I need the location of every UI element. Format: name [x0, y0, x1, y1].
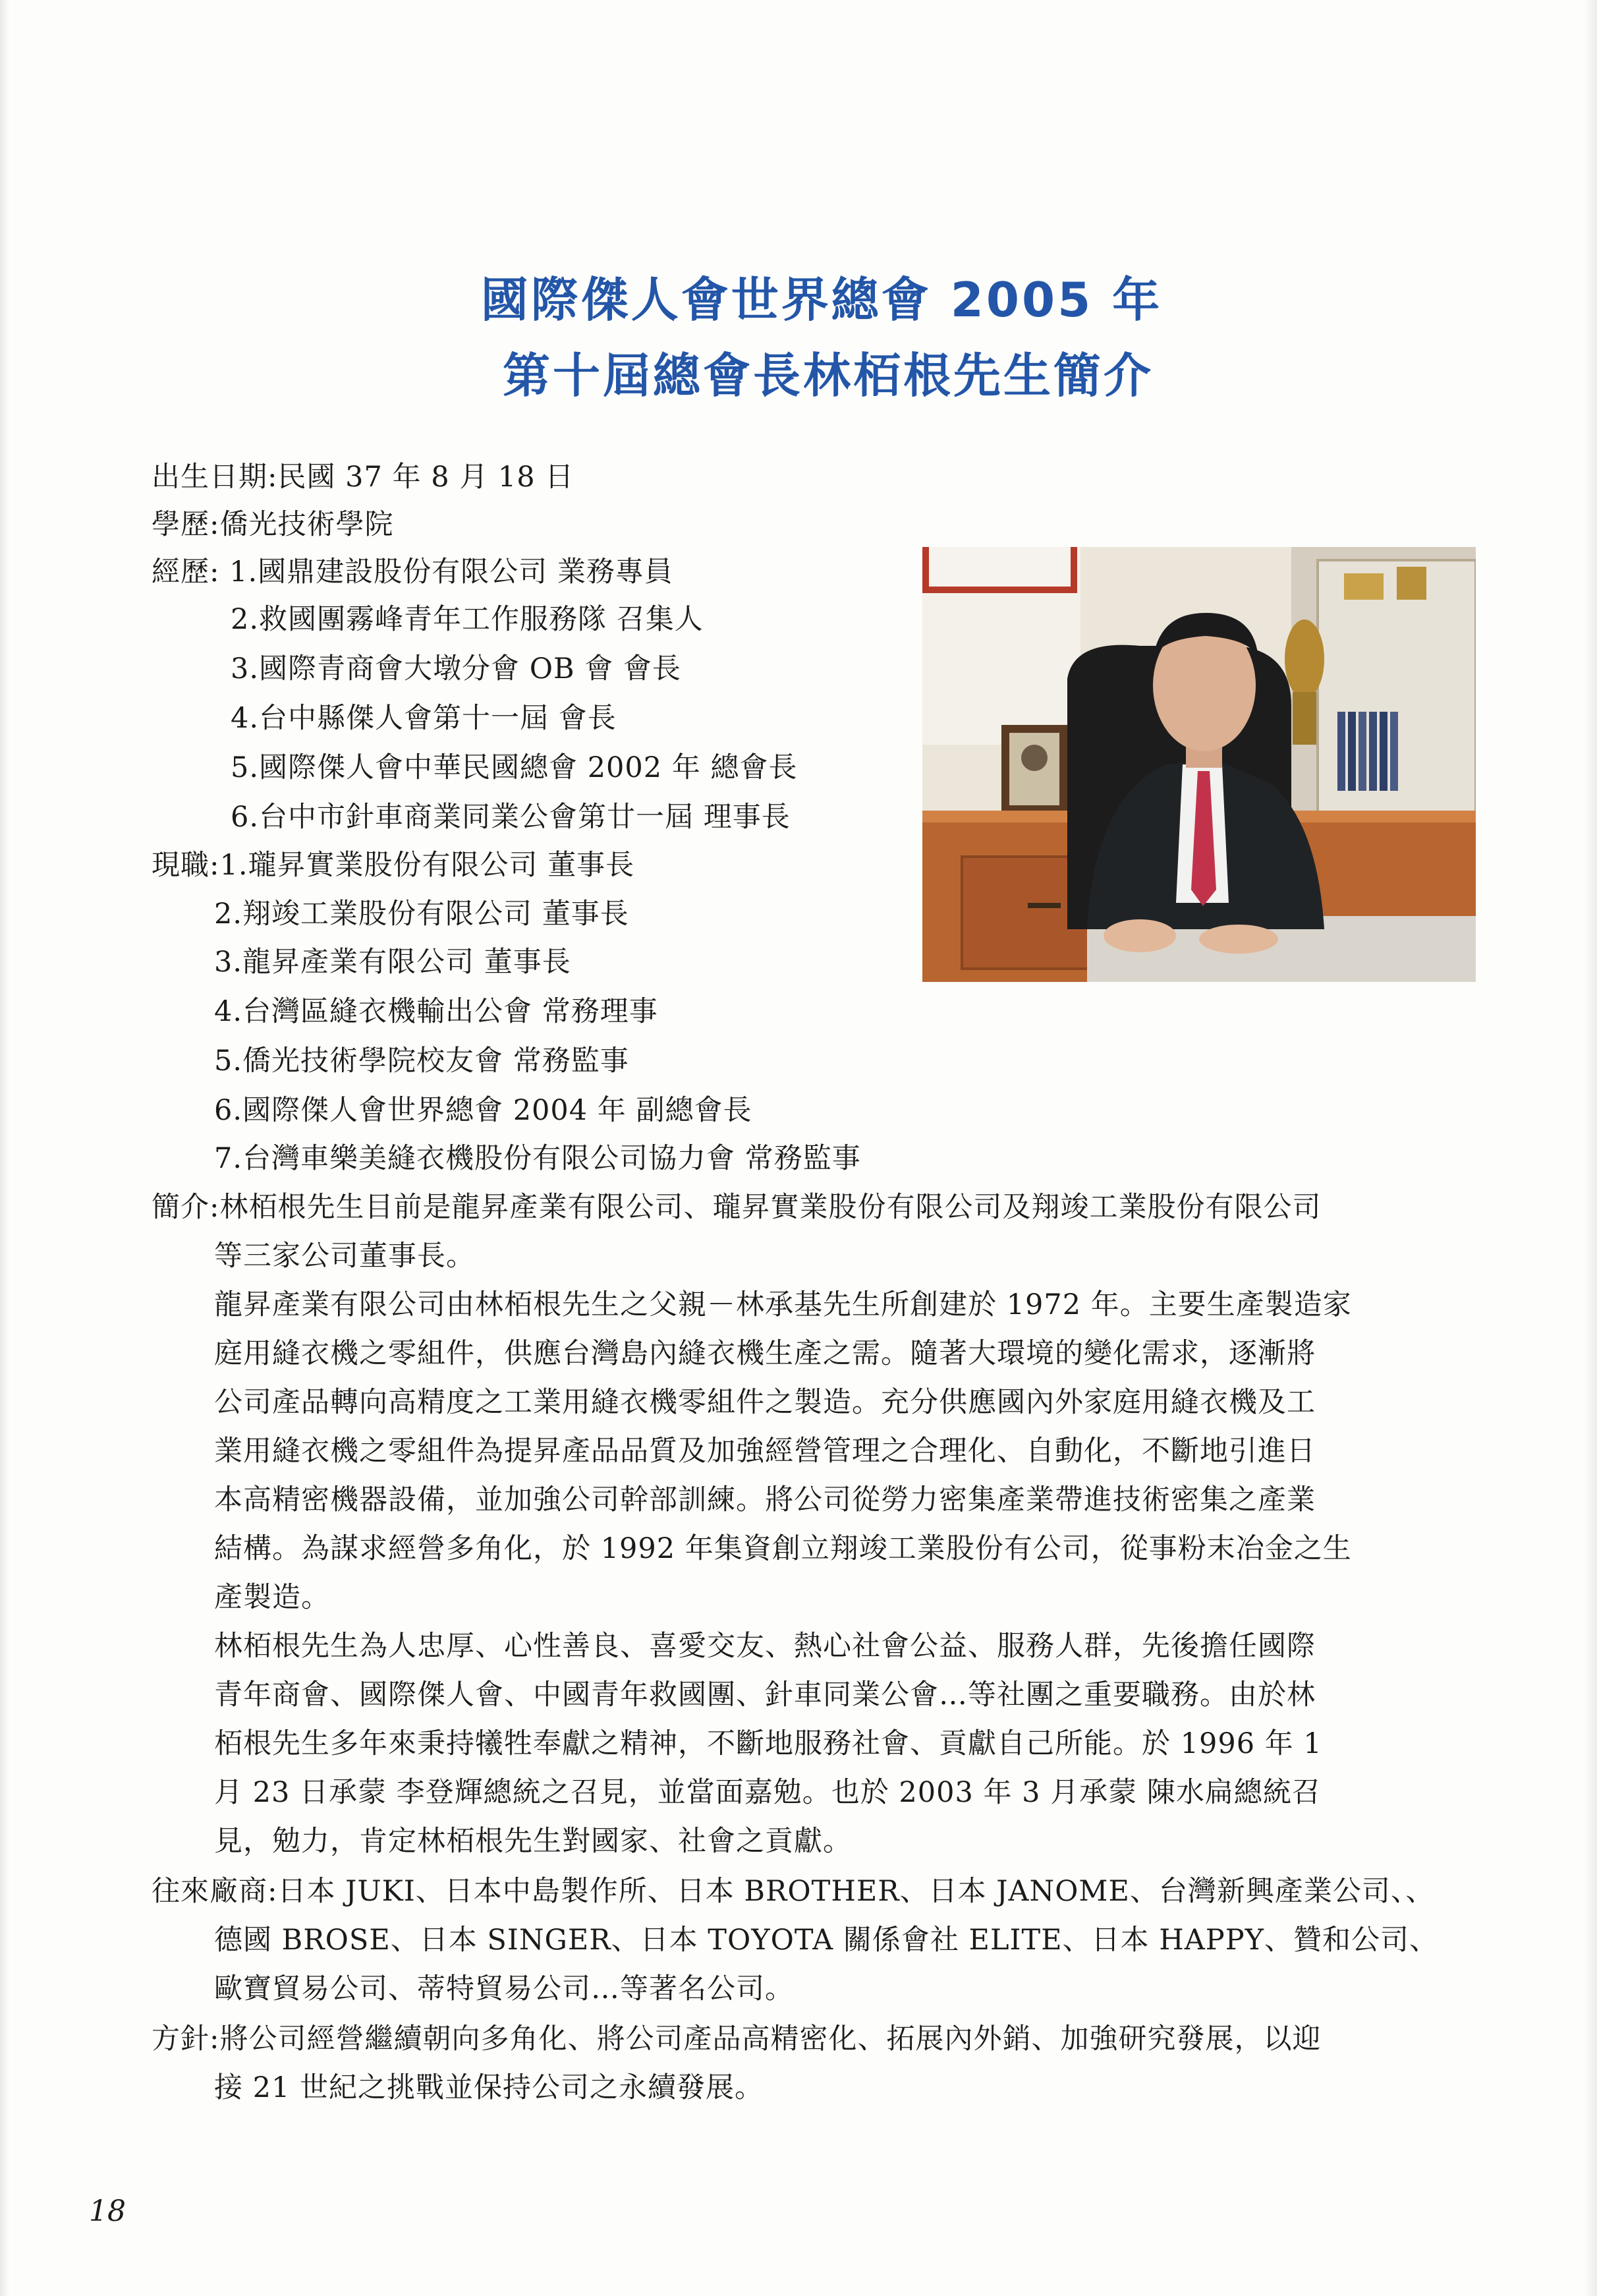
intro-line: 簡介:林栢根先生目前是龍昇產業有限公司、瓏昇實業股份有限公司及翔竣工業股份有限公司 [152, 1191, 1322, 1224]
title-line-1: 國際傑人會世界總會 2005 年 [480, 272, 1163, 328]
current-position-item: 6.國際傑人會世界總會 2004 年 副總會長 [214, 1094, 752, 1127]
intro-line: 庭用縫衣機之零組件，供應台灣島內縫衣機生產之需。隨著大環境的變化需求，逐漸將 [214, 1337, 1316, 1370]
experience-item: 3.國際青商會大墩分會 OB 會 會長 [231, 652, 681, 685]
experience-item: 經歷: 1.國鼎建設股份有限公司 業務專員 [152, 556, 673, 588]
partners-line: 往來廠商:日本 JUKI、日本中島製作所、日本 BROTHER、日本 JANOME、台灣新興產業公司、、 [152, 1875, 1435, 1908]
current-position-item: 2.翔竣工業股份有限公司 董事長 [214, 898, 629, 931]
intro-line: 業用縫衣機之零組件為提昇產品品質及加強經營管理之合理化、自動化，不斷地引進日 [214, 1435, 1316, 1468]
policy-line: 接 21 世紀之挑戰並保持公司之永續發展。 [214, 2071, 764, 2104]
intro-line: 栢根先生多年來秉持犧牲奉獻之精神，不斷地服務社會、貢獻自己所能。於 1996 年 1 [214, 1727, 1322, 1760]
education: 學歷:僑光技術學院 [152, 508, 394, 541]
title-line-2: 第十屆總會長林栢根先生簡介 [502, 348, 1154, 403]
experience-item: 5.國際傑人會中華民國總會 2002 年 總會長 [231, 751, 798, 784]
experience-item: 6.台中市針車商業同業公會第廿一屆 理事長 [231, 801, 791, 834]
intro-line: 本高精密機器設備，並加強公司幹部訓練。將公司從勞力密集產業帶進技術密集之產業 [214, 1483, 1316, 1516]
intro-line: 見，勉力，肯定林栢根先生對國家、社會之貢獻。 [214, 1825, 852, 1858]
experience-item: 4.台中縣傑人會第十一屆 會長 [231, 702, 617, 735]
page-number: 18 [89, 2195, 126, 2228]
current-position-item: 7.台灣車樂美縫衣機股份有限公司協力會 常務監事 [214, 1142, 861, 1175]
intro-line: 等三家公司董事長。 [214, 1240, 475, 1273]
current-position-item: 3.龍昇產業有限公司 董事長 [214, 946, 571, 979]
policy-line: 方針:將公司經營繼續朝向多角化、將公司產品高精密化、拓展內外銷、加強研究發展，以迎 [152, 2023, 1322, 2055]
current-position-item: 現職:1.瓏昇實業股份有限公司 董事長 [152, 849, 635, 882]
intro-line: 林栢根先生為人忠厚、心性善良、喜愛交友、熱心社會公益、服務人群，先後擔任國際 [214, 1630, 1316, 1663]
partners-line: 德國 BROSE、日本 SINGER、日本 TOYOTA 關係會社 ELITE、日本 HAPPY、贊和公司、 [214, 1924, 1439, 1957]
intro-line: 月 23 日承蒙 李登輝總統之召見，並當面嘉勉。也於 2003 年 3 月承蒙 陳水扁總統召 [214, 1776, 1321, 1809]
partners-line: 歐寶貿易公司、蒂特貿易公司…等著名公司。 [214, 1972, 794, 2005]
intro-line: 龍昇產業有限公司由林栢根先生之父親－林承基先生所創建於 1972 年。主要生產製造家 [214, 1288, 1352, 1321]
intro-line: 青年商會、國際傑人會、中國青年救國團、針車同業公會…等社團之重要職務。由於林 [214, 1679, 1316, 1711]
intro-line: 結構。為謀求經營多角化，於 1992 年集資創立翔竣工業股份有公司，從事粉末冶金之生 [214, 1532, 1352, 1565]
intro-line: 產製造。 [214, 1581, 330, 1614]
intro-line: 公司產品轉向高精度之工業用縫衣機零組件之製造。充分供應國內外家庭用縫衣機及工 [214, 1386, 1316, 1419]
experience-item: 2.救國團霧峰青年工作服務隊 召集人 [231, 603, 704, 636]
current-position-item: 5.僑光技術學院校友會 常務監事 [214, 1045, 629, 1077]
portrait-photo [922, 547, 1476, 982]
birth-date: 出生日期:民國 37 年 8 月 18 日 [152, 461, 574, 494]
current-position-item: 4.台灣區縫衣機輸出公會 常務理事 [214, 995, 658, 1028]
